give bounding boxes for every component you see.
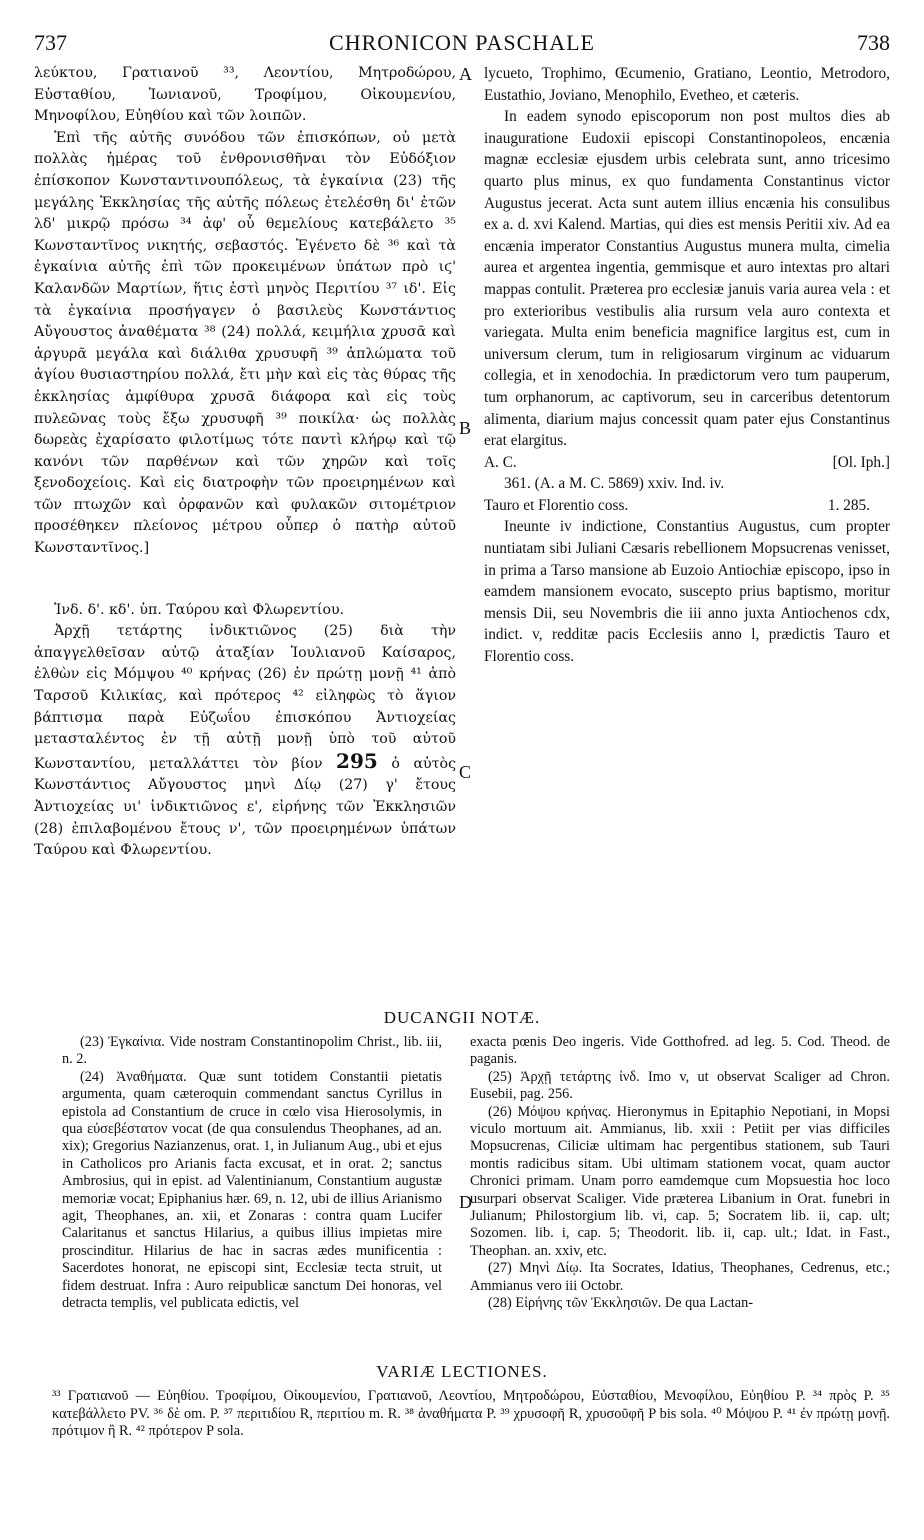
page-number-right: 738 bbox=[857, 30, 890, 55]
notes-right-column bbox=[470, 1034, 890, 1313]
note-entry: (27) Μηνὶ Δίῳ. Ita Socrates, Idatius, Theophanes, Cedrenus, etc.; Ammianus vero iii Octobr. bbox=[470, 1260, 890, 1294]
greek-paragraph: λεύκτου, Γρατιανοῦ ³³, Λεοντίου, Μητροδώρου, Εὐσταθίου, Ἰωνιανοῦ, Τροφίμου, Οἰκουμενίου, Μηνοφίλου, Εὐηθίου καὶ τῶν λοιπῶν. bbox=[34, 65, 456, 125]
note-entry: (26) Μόψου κρήνας. Hieronymus in Epitaphio Nepotiani, in Mopsi viculo mortuum ait. Ammianus, lib. xxii : Petiit per vias difficiles Mopsucrenas, Ciliciæ ultimam hac pergentibus stationem, sub Tauri montis radicibus sitam. Ubi ultimam stationem vocat, quam auctor Chronici primam. Unam porro eamdemque cum Mopsuestia hoc loco usurpari observat Scaliger. Vide præterea Libanium in Orat. funebri in Julianum; Philostorgium lib. vi, cap. 5; Socratem lib. ii, cap. ult; Sozomen. lib. i, cap. 5; Theodorit. lib. ii, cap. ult.; Idat. in Fast., Theophan. an. xxiv, etc. bbox=[470, 1103, 890, 1259]
note-continuation: exacta pœnis Deo ingeris. Vide Gotthofred. ad leg. 5. Cod. Theod. de paganis. bbox=[470, 1034, 890, 1068]
running-header bbox=[34, 30, 890, 58]
page-number-left: 737 bbox=[34, 30, 67, 55]
variant-readings-heading: VARIÆ LECTIONES. bbox=[376, 1362, 548, 1381]
latin-paragraph: lycueto, Trophimo, Œcumenio, Gratiano, Leontio, Metrodoro, Eustathio, Joviano, Menophilo, Evetheo, et cæteris. bbox=[484, 65, 890, 104]
notes-left-column bbox=[62, 1034, 442, 1313]
consuls-number: 1. 285. bbox=[827, 496, 870, 514]
year-line: 361. (A. a M. C. 5869) xxiv. Ind. iv. bbox=[504, 475, 725, 493]
running-title: CHRONICON PASCHALE bbox=[329, 30, 595, 55]
note-entry: (23) Ἐγκαίνια. Vide nostram Constantinopolim Christ., lib. iii, n. 2. bbox=[62, 1034, 442, 1068]
latin-column bbox=[484, 63, 890, 668]
note-entry: (25) Ἀρχῇ τετάρτης ἰνδ. Imo v, ut observat Scaliger ad Chron. Eusebii, pag. 256. bbox=[470, 1068, 890, 1103]
greek-paragraph: Ἐπὶ τῆς αὐτῆς συνόδου τῶν ἐπισκόπων, οὐ μετὰ πολλὰς ἡμέρας τοῦ ἐνθρονισθῆναι τὸν Εὐδόξιον ἐπίσκοπον Κωνσταντινουπόλεως, τὰ ἐγκαίνια (23) τῆς μεγάλης Ἐκκλησίας τῆς αὐτῆς πόλεως ἐτελέσθη δι' ἐτῶν λδ' μικρῷ πρόσω ³⁴ ἀφ' οὗ θεμελίους κατεβάλετο ³⁵ Κωνσταντῖνος νικητής, σεβαστός. Ἐγένετο δὲ ³⁶ καὶ τὰ ἐγκαίνια αὐτῆς ἐπὶ τῶν προκειμένων ὑπάτων πρὸ ιϛ' Καλανδῶν Μαρτίων, ἥτις ἐστὶ μηνὸς Περιτίου ³⁷ ιδ'. Εἰς τὰ ἐγκαίνια προσήγαγεν ὁ βασιλεὺς Κωνστάντιος Αὔγουστος ἀναθέματα ³⁸ (24) πολλά, κειμήλια χρυσᾶ καὶ ἀργυρᾶ μεγάλα καὶ διάλιθα χρυσυφῆ ³⁹ ἁπλώματα τοῦ ἁγίου θυσιαστηρίου πολλά, ἔτι μὴν καὶ εἰς τὰς θύρας τῆς ἐκκλησίας ἀμφίθυρα χρυσᾶ διάφορα καὶ εἰς τοὺς πυλεῶνας τοὺς ἔξω χρυσυφῆ ³⁹ ποικίλα· ὡς πολλὰς δωρεὰς ἐχαρίσατο φιλοτίμως τότε παντὶ κλήρῳ καὶ τῷ κανόνι τῶν παρθένων καὶ τῶν χηρῶν καὶ τοῖς ξενοδοχείοις. Καὶ εἰς διατροφὴν τῶν προειρημένων καὶ τῶν πτωχῶν καὶ ὀρφανῶν καὶ φυλακῶν σιτομέτριον προσέθηκεν πλείονος μέτρου οὗπερ ὁ πατὴρ αὐτοῦ Κωνσταντῖνος.] bbox=[34, 129, 456, 557]
margin-letter-a: A bbox=[459, 64, 472, 84]
note-entry: (28) Εἰρήνης τῶν Ἐκκλησιῶν. De qua Lactan- bbox=[488, 1295, 754, 1312]
era-label: A. C. bbox=[484, 453, 517, 471]
margin-letter-b: B bbox=[459, 418, 472, 438]
olympiad-label: [Ol. Iph.] bbox=[832, 453, 890, 471]
greek-date-line: Ἰνδ. δ'. κδ'. ὑπ. Ταύρου καὶ Φλωρεντίου. bbox=[54, 601, 345, 618]
greek-column bbox=[34, 63, 456, 862]
era-line bbox=[484, 452, 890, 474]
latin-paragraph: Ineunte iv indictione, Constantius Augustus, cum propter nuntiatam sibi Juliani Cæsaris rebellionem Mopsucrenas venisset, in prima a Tarso mansione ab Euzoio Antiochiæ episcopo, ipso in eamdem mansionem evocato, suscepto prius baptismo, moritur mensis Dii, seu Novembris die iii anno juxta Antiochenos cdx, indict. v, redditæ pacis Ecclesiis anno l, prædictis Tauro et Florentio coss. bbox=[484, 518, 890, 666]
variant-readings: ³³ Γρατιανοῦ — Εὐηθίου. Τροφίμου, Οἰκουμενίου, Γρατιανοῦ, Λεοντίου, Μητροδώρου, Εὐσταθίου, Μενοφίλου, Εὐηθίου P. ³⁴ πρὸς P. ³⁵ κατεβάλλετο PV. ³⁶ δὲ om. P. ³⁷ περιτιδίου R, περιτίου m. R. ³⁸ ἀναθήματα P. ³⁹ χρυσοφῆ R, χρυσοῦφῆ P bis sola. ⁴⁰ Μόψου P. ⁴¹ ἐν πρώτῃ μονῇ. πρότιμον ἢ R. ⁴² πρότερον P sola. bbox=[52, 1388, 890, 1440]
consuls-label: Tauro et Florentio coss. bbox=[484, 496, 629, 514]
margin-letter-c: C bbox=[459, 762, 472, 782]
column-number: 295 bbox=[336, 748, 378, 773]
note-entry: (24) Ἀναθήματα. Quæ sunt totidem Constantii pietatis argumenta, quam cæteroquin commendant sanctus Cyrillus in epistola ad Constantium de cruce in cœlo visa Hierosolymis, in qua εὐσεβέστατον vocat (de qua consulendus Theophanes, ad an. xix); Gregorius Nazianzenus, orat. 1, in Julianum Aug., ubi et ejus in Catholicos pro Arianis facta excusat, et in orat. 2; sanctus Ambrosius, qui in epist. ad Valentinianum, Constantium augustæ memoriæ vocat; Epiphanius hær. 69, n. 12, ubi de illius Arianismo agit, Theophanes, an. xii, et Zonaras : contra quam Lucifer Calaritanus et sanctus Hilarius, a quibus illius impietas mire proscinditur. Hilarius de hac in sacras ædes munificentia : Sacerdotes honorat, ne episcopi sint, Ecclesiæ tecta struit, ut fidem destruat. Infra : Auro reipublicæ sanctum Dei honoras, vel detracta templis, vel publicata edictis, vel bbox=[62, 1068, 442, 1312]
consuls-line bbox=[484, 495, 890, 517]
latin-paragraph: In eadem synodo episcoporum non post multos dies ab inauguratione Eudoxii episcopi Constantinopoleos, encænia magnæ ecclesiæ ejusdem urbis celebrata sunt, anno tricesimo quarto plus minus, ex quo fundamenta Constantinus victor Augustus jecerat. Acta sunt autem illius encænia his consulibus ex a. d. xvi Kalend. Martias, qui dies est mensis Peritii xiv. Ad ea encænia imperator Constantius Augustus munera multa, cimelia aurea et argentea ingentia, gemmisque et auro intextas pro altari mappas contulit. Præterea pro ecclesiæ januis varia aurea vela : et pro exterioribus vestibulis alia rursum vela auro contexta et variegata. Multa enim beneficia magnifice largitus est, cum in universum clerum, tum in religiosarum virginum ac viduarum collegia, et in xenodochia. In prædictorum vero tum pauperum, tum orphanorum, ac captivorum, seu in carceribus detentorum alimenta, diarium majus concessit quam pater ejus Constantinus erat elargitus. bbox=[484, 108, 890, 450]
margin-letter-d: D bbox=[459, 1192, 472, 1212]
notes-heading: DUCANGII NOTÆ. bbox=[383, 1008, 541, 1027]
greek-paragraph: Ἀρχῇ τετάρτης ἰνδικτιῶνος (25) διὰ τὴν ἀπαγγελθεῖσαν αὐτῷ ἀταξίαν Ἰουλιανοῦ Καίσαρος, ἐλθὼν εἰς Μόμψου ⁴⁰ κρήνας (26) ἐν πρώτῃ μονῇ ⁴¹ ἀπὸ Ταρσοῦ Κιλικίας, καὶ πρότερος ⁴² εἰληφὼς τὸ ἅγιον βάπτισμα παρὰ Εὐζωΐου ἐπισκόπου Ἀντιοχείας μετασταλέντος ἐν τῇ αὐτῇ μονῇ ὑπὸ τοῦ αὐτοῦ Κωνσταντίου, μεταλλάττει τὸν βίον 295 ὁ αὐτὸς Κωνστάντιος Αὔγουστος μηνὶ Δίῳ (27) γ' ἔτους Ἀντιοχείας υι' ἰνδικτιῶνος ε', εἰρήνης τῶν Ἐκκλησιῶν (28) ἐπιλαβομένου ἔτους ν', τῶν προειρημένων ὑπάτων Ταύρου καὶ Φλωρεντίου. bbox=[34, 623, 457, 859]
